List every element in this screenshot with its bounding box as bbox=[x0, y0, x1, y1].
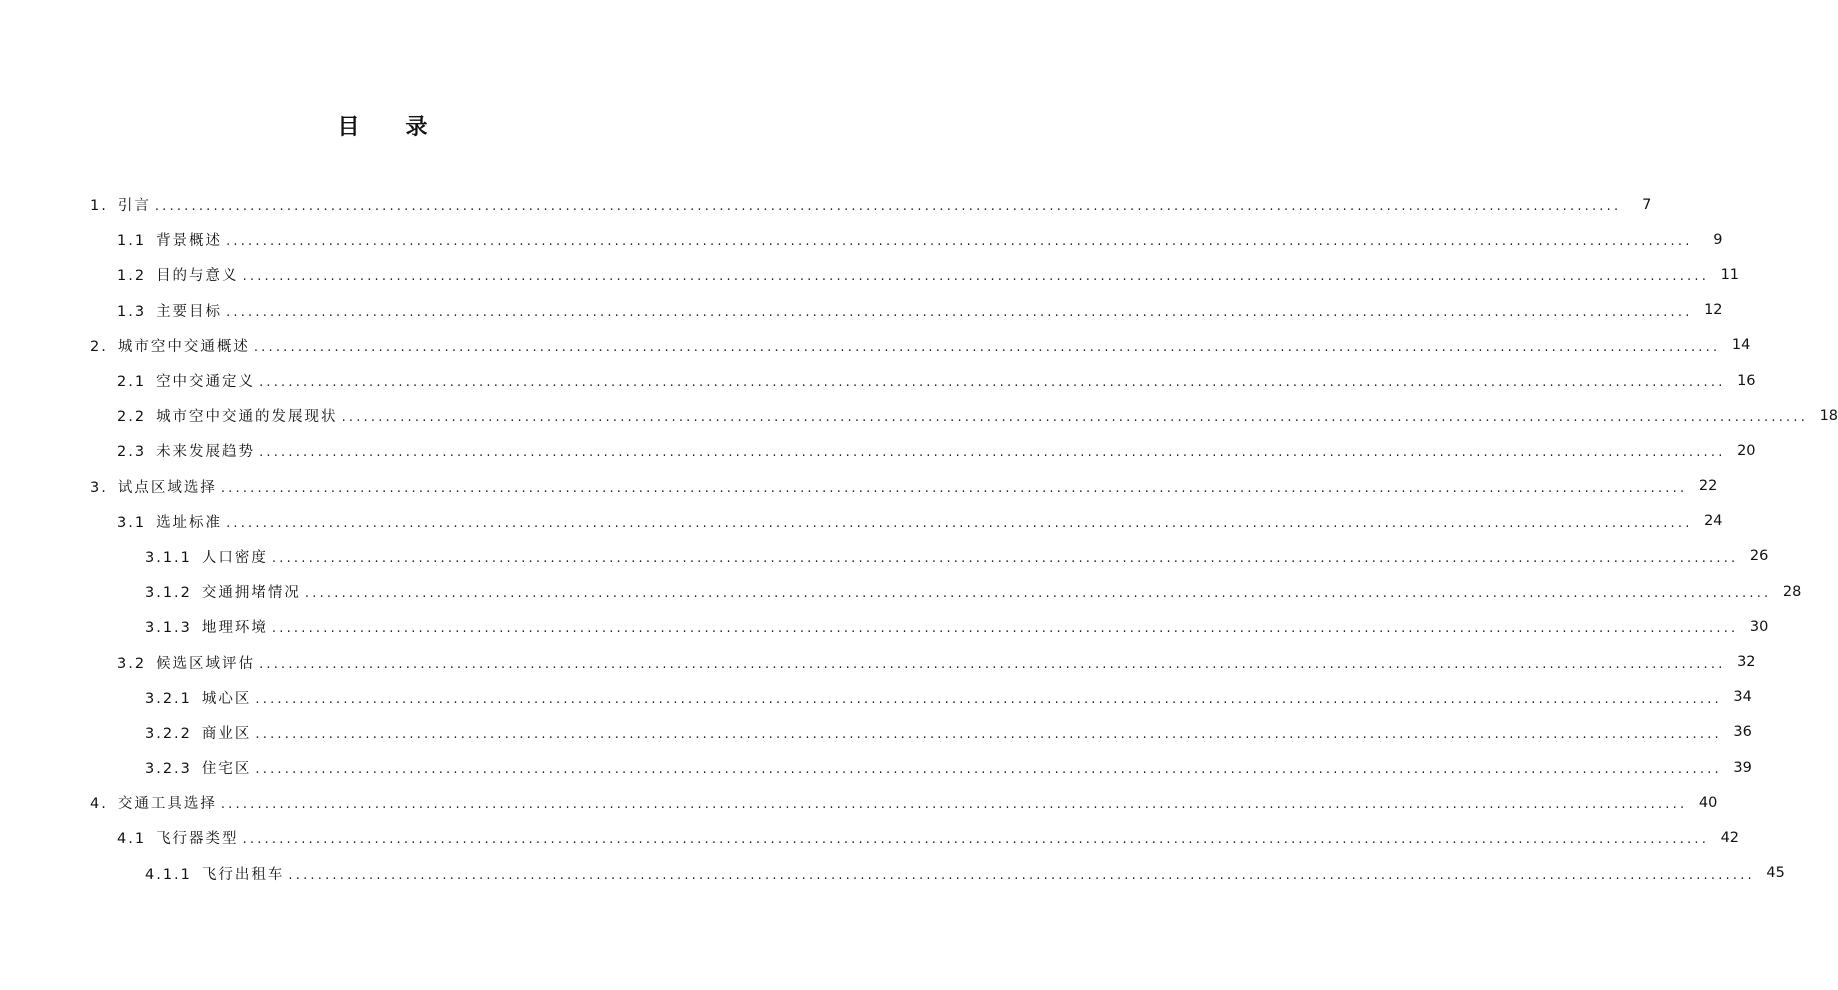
toc-leader-dots: ........................................................................................................................................................................................................ bbox=[242, 832, 1710, 848]
toc-entry-label bbox=[117, 652, 259, 673]
toc-entry[interactable] bbox=[0, 609, 1769, 644]
toc-entry-label bbox=[117, 440, 259, 461]
toc-entry-text: 空中交通定义 bbox=[156, 374, 256, 391]
toc-entry-label bbox=[117, 370, 259, 391]
toc-title-char-2: 录 bbox=[405, 115, 428, 140]
toc-entry[interactable] bbox=[0, 574, 1802, 609]
toc-entry-page-number: 45 bbox=[1766, 865, 1785, 882]
toc-entry[interactable] bbox=[0, 222, 1723, 257]
toc-entry-label bbox=[145, 757, 255, 778]
toc-entry-page-number: 9 bbox=[1713, 231, 1723, 248]
toc-leader-dots: ........................................................................................................................................................................................................ bbox=[259, 375, 1726, 391]
toc-entry-label bbox=[90, 792, 221, 813]
toc-entry-page-number: 36 bbox=[1733, 724, 1752, 741]
toc-leader-dots: ........................................................................................................................................................................................................ bbox=[220, 797, 1688, 813]
toc-leader-dots: ........................................................................................................................................................................................................ bbox=[304, 586, 1772, 602]
toc-entry-number: 1.1 bbox=[117, 233, 147, 250]
toc-leader-dots: ........................................................................................................................................................................................................ bbox=[271, 550, 1739, 566]
toc-entry-text: 地理环境 bbox=[201, 620, 268, 637]
toc-leader-dots: ........................................................................................................................................................................................................ bbox=[259, 445, 1726, 461]
toc-entry-number: 4.1.1 bbox=[145, 866, 192, 883]
toc-entry-page-number: 42 bbox=[1720, 829, 1740, 846]
toc-entry[interactable] bbox=[0, 644, 1756, 679]
toc-leader-dots: ........................................................................................................................................................................................................ bbox=[255, 762, 1722, 778]
toc-entry-label bbox=[145, 722, 255, 743]
toc-entry-label bbox=[117, 511, 226, 532]
toc-entry-text: 主要目标 bbox=[156, 303, 223, 320]
toc-entry-number: 3.1.1 bbox=[145, 549, 192, 566]
toc-leader-dots: ........................................................................................................................................................................................................ bbox=[288, 867, 1755, 883]
toc-entry-label bbox=[117, 264, 243, 285]
toc-entry-label bbox=[117, 405, 342, 426]
toc-entry-text: 未来发展趋势 bbox=[156, 444, 256, 461]
toc-entry-number: 2.3 bbox=[117, 444, 147, 461]
toc-leader-dots: ........................................................................................................................................................................................................ bbox=[242, 269, 1710, 285]
toc-leader-dots: ........................................................................................................................................................................................................ bbox=[154, 199, 1622, 215]
toc-entry[interactable] bbox=[0, 820, 1740, 855]
toc-entry-number: 3.2.2 bbox=[145, 725, 192, 742]
toc-entry-text: 人口密度 bbox=[201, 549, 268, 566]
toc-entry-text: 城市空中交通的发展现状 bbox=[156, 409, 338, 426]
toc-leader-dots: ........................................................................................................................................................................................................ bbox=[226, 234, 1693, 250]
toc-entry-text: 城心区 bbox=[201, 690, 252, 707]
toc-entry-page-number: 39 bbox=[1733, 759, 1752, 776]
toc-entry-page-number: 34 bbox=[1733, 689, 1752, 706]
toc-entry-label bbox=[90, 476, 221, 497]
toc-entry-number: 1. bbox=[90, 198, 108, 215]
toc-entry-text: 引言 bbox=[117, 198, 151, 215]
toc-entry-page-number: 30 bbox=[1749, 618, 1769, 635]
toc-entry[interactable] bbox=[0, 328, 1751, 363]
toc-leader-dots: ........................................................................................................................................................................................................ bbox=[226, 304, 1693, 320]
toc-entry-label bbox=[145, 546, 272, 567]
toc-entry-text: 选址标准 bbox=[156, 514, 223, 531]
toc-entry-page-number: 11 bbox=[1720, 266, 1740, 283]
toc-entry[interactable] bbox=[0, 433, 1756, 468]
toc-entry-text: 飞行器类型 bbox=[156, 831, 239, 848]
toc-leader-dots: ........................................................................................................................................................................................................ bbox=[271, 621, 1739, 637]
toc-entry-page-number: 26 bbox=[1749, 548, 1769, 565]
toc-entry-number: 2. bbox=[90, 338, 108, 355]
table-of-contents bbox=[0, 187, 1838, 891]
toc-entry-label bbox=[145, 687, 255, 708]
toc-entry-page-number: 14 bbox=[1731, 337, 1751, 354]
toc-entry[interactable] bbox=[0, 398, 1838, 433]
toc-entry[interactable] bbox=[0, 257, 1740, 292]
toc-entry[interactable] bbox=[0, 715, 1752, 750]
toc-entry-number: 3.2.3 bbox=[145, 761, 192, 778]
toc-title-char-1: 目 bbox=[337, 115, 360, 140]
toc-entry[interactable] bbox=[0, 680, 1752, 715]
toc-entry-page-number: 32 bbox=[1737, 654, 1756, 671]
toc-entry-number: 2.1 bbox=[117, 374, 147, 391]
toc-entry-label bbox=[145, 863, 288, 884]
toc-entry-number: 4.1 bbox=[117, 831, 147, 848]
toc-leader-dots: ........................................................................................................................................................................................................ bbox=[255, 726, 1722, 742]
toc-entry-page-number: 40 bbox=[1698, 794, 1718, 811]
toc-entry-number: 3.2 bbox=[117, 655, 147, 672]
toc-entry-text: 候选区域评估 bbox=[156, 655, 256, 672]
toc-leader-dots: ........................................................................................................................................................................................................ bbox=[220, 480, 1688, 496]
toc-entry-page-number: 20 bbox=[1737, 442, 1756, 459]
toc-entry-label bbox=[90, 335, 254, 356]
toc-entry-number: 1.2 bbox=[117, 268, 147, 285]
toc-entry[interactable] bbox=[0, 750, 1752, 785]
toc-entry-text: 目的与意义 bbox=[156, 268, 239, 285]
toc-entry-page-number: 12 bbox=[1704, 302, 1723, 319]
toc-entry-text: 试点区域选择 bbox=[117, 479, 217, 496]
toc-entry-page-number: 28 bbox=[1782, 583, 1802, 600]
toc-entry-text: 背景概述 bbox=[156, 233, 223, 250]
toc-entry-text: 城市空中交通概述 bbox=[117, 338, 250, 355]
toc-entry[interactable] bbox=[0, 469, 1718, 504]
toc-entry-label bbox=[117, 229, 226, 250]
toc-entry-page-number: 22 bbox=[1698, 478, 1718, 495]
toc-entry[interactable] bbox=[0, 539, 1769, 574]
toc-entry-page-number: 24 bbox=[1704, 513, 1723, 530]
toc-entry-label bbox=[117, 827, 243, 848]
toc-leader-dots: ........................................................................................................................................................................................................ bbox=[341, 410, 1809, 426]
toc-entry-page-number: 7 bbox=[1642, 196, 1652, 213]
toc-title bbox=[0, 110, 765, 141]
toc-entry-label bbox=[145, 616, 272, 637]
toc-entry[interactable] bbox=[0, 504, 1723, 539]
toc-entry-number: 3. bbox=[90, 479, 108, 496]
toc-entry-page-number: 16 bbox=[1737, 372, 1756, 389]
toc-entry[interactable] bbox=[0, 363, 1756, 398]
toc-entry-number: 1.3 bbox=[117, 303, 147, 320]
toc-entry-number: 3.1 bbox=[117, 514, 147, 531]
toc-entry-label bbox=[145, 581, 305, 602]
toc-entry-text: 交通拥堵情况 bbox=[201, 585, 301, 602]
toc-leader-dots: ........................................................................................................................................................................................................ bbox=[226, 515, 1693, 531]
toc-entry-number: 3.1.2 bbox=[145, 585, 192, 602]
toc-entry[interactable] bbox=[0, 785, 1718, 820]
toc-leader-dots: ........................................................................................................................................................................................................ bbox=[259, 656, 1726, 672]
toc-entry[interactable] bbox=[0, 856, 1785, 891]
toc-entry-number: 4. bbox=[90, 796, 108, 813]
toc-leader-dots: ........................................................................................................................................................................................................ bbox=[255, 691, 1722, 707]
toc-entry-text: 飞行出租车 bbox=[201, 866, 285, 883]
toc-entry-number: 3.1.3 bbox=[145, 620, 192, 637]
toc-entry[interactable] bbox=[0, 293, 1723, 328]
toc-entry-text: 交通工具选择 bbox=[117, 796, 217, 813]
toc-entry-number: 2.2 bbox=[117, 409, 147, 426]
toc-leader-dots: ........................................................................................................................................................................................................ bbox=[253, 339, 1721, 355]
toc-entry[interactable] bbox=[0, 187, 1652, 222]
toc-entry-label bbox=[90, 194, 155, 215]
toc-entry-text: 住宅区 bbox=[201, 761, 252, 778]
toc-entry-number: 3.2.1 bbox=[145, 690, 192, 707]
toc-entry-page-number: 18 bbox=[1819, 407, 1838, 424]
toc-entry-label bbox=[117, 300, 226, 321]
toc-entry-text: 商业区 bbox=[201, 725, 252, 742]
